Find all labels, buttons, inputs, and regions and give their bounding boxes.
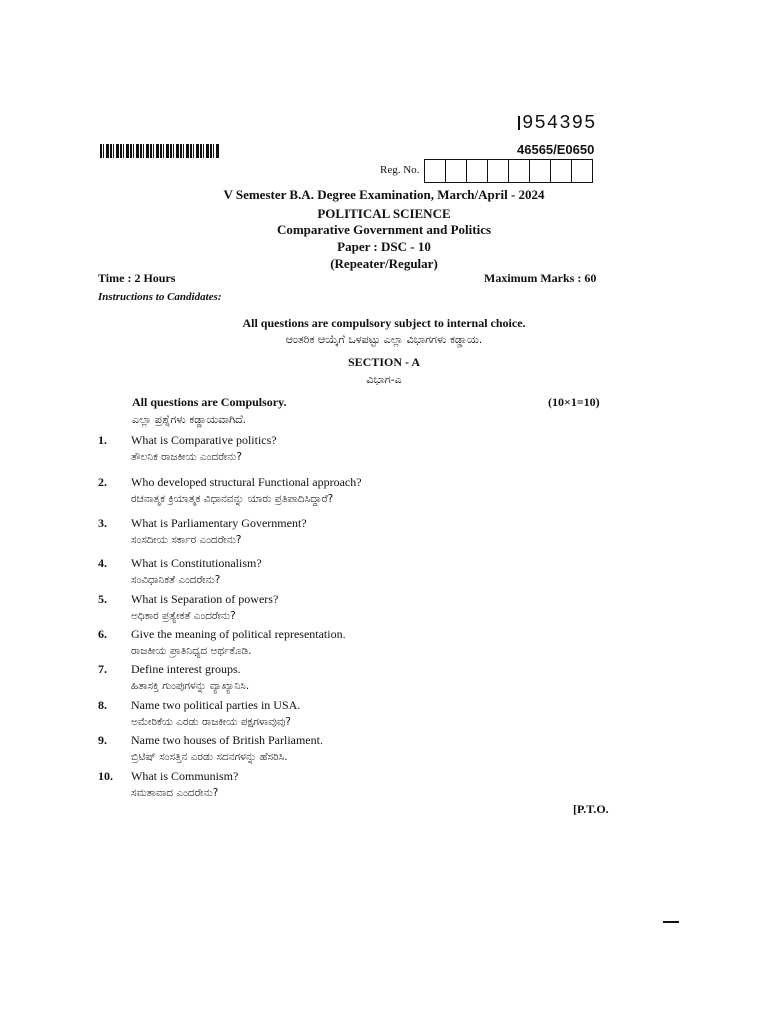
instruction-note-kn: ಆಂತರಿಕ ಆಯ್ಕೆಗೆ ಒಳಪಟ್ಟು ಎಲ್ಲಾ ವಿಭಾಗಗಳು ಕಡ್ಡಾಯ.: [285, 333, 483, 346]
reg-box: [466, 159, 488, 183]
page-mark: [663, 921, 679, 923]
question-text-kn: ರಾಜಕೀಯ ಪ್ರಾತಿನಿಧ್ಯದ ಅರ್ಥಕೊಡಿ.: [131, 645, 252, 657]
question-number: 1.: [98, 433, 107, 447]
question-text-en: What is Separation of powers?: [131, 592, 279, 606]
max-marks: Maximum Marks : 60: [484, 271, 597, 285]
question-text-en: What is Parliamentary Government?: [131, 516, 307, 530]
question-text-kn: ಅಧಿಕಾರ ಪ್ರತ್ಯೇಕತೆ ಎಂದರೇನು?: [131, 610, 236, 622]
reg-box: [487, 159, 509, 183]
paper-name: Paper : DSC - 10: [337, 239, 431, 254]
question-number: 9.: [98, 733, 107, 747]
paper-code: 46565/E0650: [517, 142, 595, 157]
subject: POLITICAL SCIENCE: [317, 206, 451, 221]
question-text-kn: ಸಂಸದೀಯ ಸರ್ಕಾರ ಎಂದರೇನು?: [131, 534, 242, 546]
section-instruction-en: All questions are Compulsory.: [132, 395, 287, 409]
question-number: 2.: [98, 475, 107, 489]
reg-box: [424, 159, 446, 183]
instruction-note-en: All questions are compulsory subject to internal choice.: [242, 316, 526, 330]
question-text-kn: ಹಿತಾಸಕ್ತಿ ಗುಂಪುಗಳನ್ನು ವ್ಯಾಖ್ಯಾನಿಸಿ.: [131, 680, 250, 692]
reg-box: [529, 159, 551, 183]
question-text-en: What is Constitutionalism?: [131, 556, 262, 570]
question-text-kn: ಅಮೇರಿಕೆಯ ಎರಡು ರಾಜಕೀಯ ಪಕ್ಷಗಳಾವುವು?: [131, 716, 291, 728]
question-number: 10.: [98, 769, 113, 783]
barcode: [100, 144, 220, 158]
question-text-kn: ರಚನಾತ್ಮಕ ಕ್ರಿಯಾತ್ಮಕ ವಿಧಾನವನ್ನು ಯಾರು ಪ್ರತಿಪಾದಿಸಿದ್ದಾರೆ?: [131, 493, 334, 505]
question-number: 5.: [98, 592, 107, 606]
time-allowed: Time : 2 Hours: [98, 271, 176, 285]
question-number: 7.: [98, 662, 107, 676]
question-number: 6.: [98, 627, 107, 641]
question-text-en: Who developed structural Functional approach?: [131, 475, 362, 489]
reg-box: [445, 159, 467, 183]
question-text-en: What is Comparative politics?: [131, 433, 277, 447]
question-text-en: Define interest groups.: [131, 662, 241, 676]
section-instruction-kn: ಎಲ್ಲಾ ಪ್ರಶ್ನೆಗಳು ಕಡ್ಡಾಯವಾಗಿದೆ.: [132, 413, 247, 426]
serial-mark: [518, 116, 520, 130]
section-title: SECTION - A: [347, 355, 421, 369]
reg-box: [508, 159, 530, 183]
question-text-kn: ತೌಲನಿಕ ರಾಜಕೀಯ ಎಂದರೇನು?: [131, 451, 242, 463]
section-title-kn: ವಿಭಾಗ-ಎ: [366, 373, 402, 386]
question-text-en: What is Communism?: [131, 769, 239, 783]
exam-type: (Repeater/Regular): [330, 256, 438, 271]
question-text-en: Name two political parties in USA.: [131, 698, 301, 712]
serial-number: 954395: [522, 112, 597, 134]
section-marks: (10×1=10): [548, 395, 600, 409]
reg-no-label: Reg. No.: [380, 164, 420, 176]
question-text-en: Give the meaning of political representation.: [131, 627, 346, 641]
question-number: 3.: [98, 516, 107, 530]
question-text-kn: ಸಮತಾವಾದ ಎಂದರೇನು?: [131, 787, 219, 799]
question-text-kn: ಸಂವಿಧಾನಿಕತೆ ಎಂದರೇನು?: [131, 574, 221, 586]
question-number: 4.: [98, 556, 107, 570]
reg-box: [550, 159, 572, 183]
pto-label: [P.T.O.: [573, 802, 609, 816]
reg-box: [571, 159, 593, 183]
course-name: Comparative Government and Politics: [276, 222, 492, 237]
instructions-label: Instructions to Candidates:: [98, 291, 222, 303]
reg-no-boxes: [425, 159, 593, 183]
exam-title: V Semester B.A. Degree Examination, March/April - 2024: [223, 187, 545, 202]
question-text-en: Name two houses of British Parliament.: [131, 733, 323, 747]
question-number: 8.: [98, 698, 107, 712]
question-text-kn: ಬ್ರಿಟಿಷ್ ಸಂಸತ್ತಿನ ಎರಡು ಸದನಗಳನ್ನು ಹೆಸರಿಸಿ.: [131, 751, 288, 763]
